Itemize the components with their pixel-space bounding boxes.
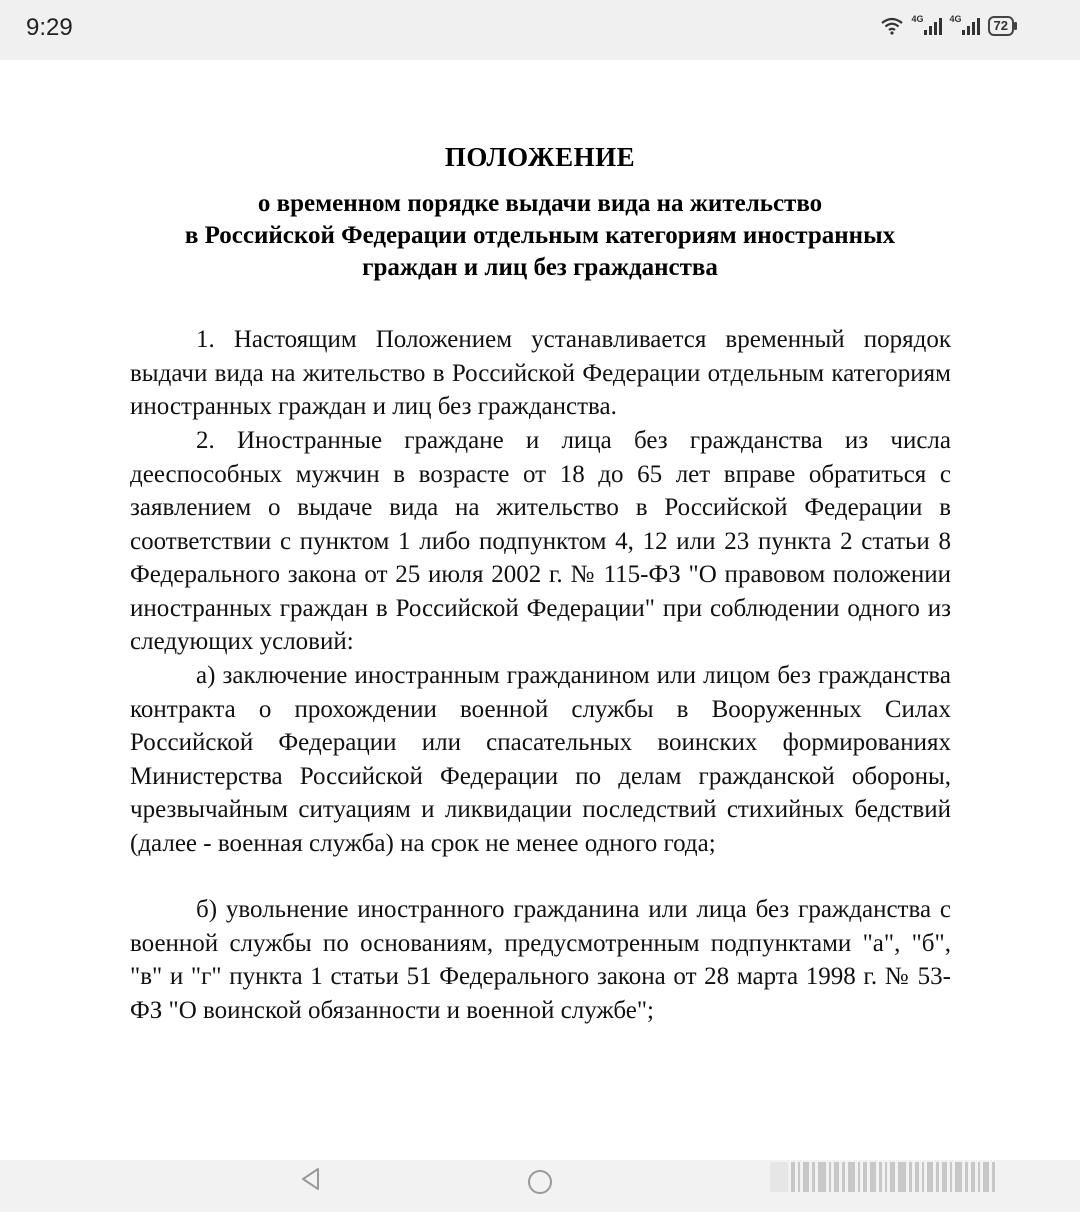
- cellular-signal-icon-2: [949, 14, 980, 35]
- network-type-label-1: 4G: [911, 14, 924, 24]
- document-title: ПОЛОЖЕНИЕ: [444, 142, 636, 172]
- paragraph-2a: а) заключение иностранным гражданином или лицом без гражданства контракта о прохождении военной службы в Вооруженных Силах Российской Федерации или спасательных воинских формированиях Министерства Российской Федерации по делам гражданской обороны, чрезвычайным ситуациям и ликвидации последствий стихийных бедствий (далее - военная служба) на срок не менее одного года;: [130, 662, 951, 857]
- paragraph-2b: б) увольнение иностранного гражданина или лица без гражданства с военной службы по основаниям, предусмотренным подпунктами "а", "б", "в" и "г" пункта 1 статьи 51 Федерального закона от 28 марта 1998 г. № 53-ФЗ "О воинской обязанности и военной службе";: [130, 896, 951, 1024]
- document-page[interactable]: [0, 60, 1080, 1160]
- paragraph-1: 1. Настоящим Положением устанавливается временный порядок выдачи вида на жительство в Российской Федерации отдельным категориям иностранных граждан и лиц без гражданства.: [130, 326, 951, 420]
- document-subtitle-line-1: о временном порядке выдачи вида на жительство: [257, 190, 823, 217]
- status-bar: [0, 0, 1080, 60]
- back-triangle-icon[interactable]: [298, 1166, 324, 1192]
- cellular-signal-icon-1: [911, 14, 942, 35]
- wifi-icon: [880, 17, 904, 35]
- navigation-bar: [0, 1160, 1080, 1212]
- paragraph-2: 2. Иностранные граждане и лица без гражданства из числа дееспособных мужчин в возрасте от 18 до 65 лет вправе обратиться с заявлением о выдаче вида на жительство в Российской Федерации в соответствии с пунктом 1 либо подпунктом 4, 12 или 23 пункта 2 статьи 8 Федерального закона от 25 июля 2002 г. № 115-ФЗ "О правовом положении иностранных граждан в Российской Федерации" при соблюдении одного из следующих условий:: [130, 427, 951, 655]
- status-icons: [880, 16, 1014, 36]
- battery-icon: 72: [988, 16, 1014, 36]
- status-time: 9:29: [26, 14, 73, 41]
- watermark-barcode: [770, 1162, 1060, 1192]
- network-type-label-2: 4G: [949, 14, 962, 24]
- home-circle-icon[interactable]: [528, 1170, 552, 1194]
- document-subtitle-line-3: граждан и лиц без гражданства: [362, 254, 718, 281]
- document-subtitle-line-2: в Российской Федерации отдельным категориям иностранных: [184, 222, 896, 249]
